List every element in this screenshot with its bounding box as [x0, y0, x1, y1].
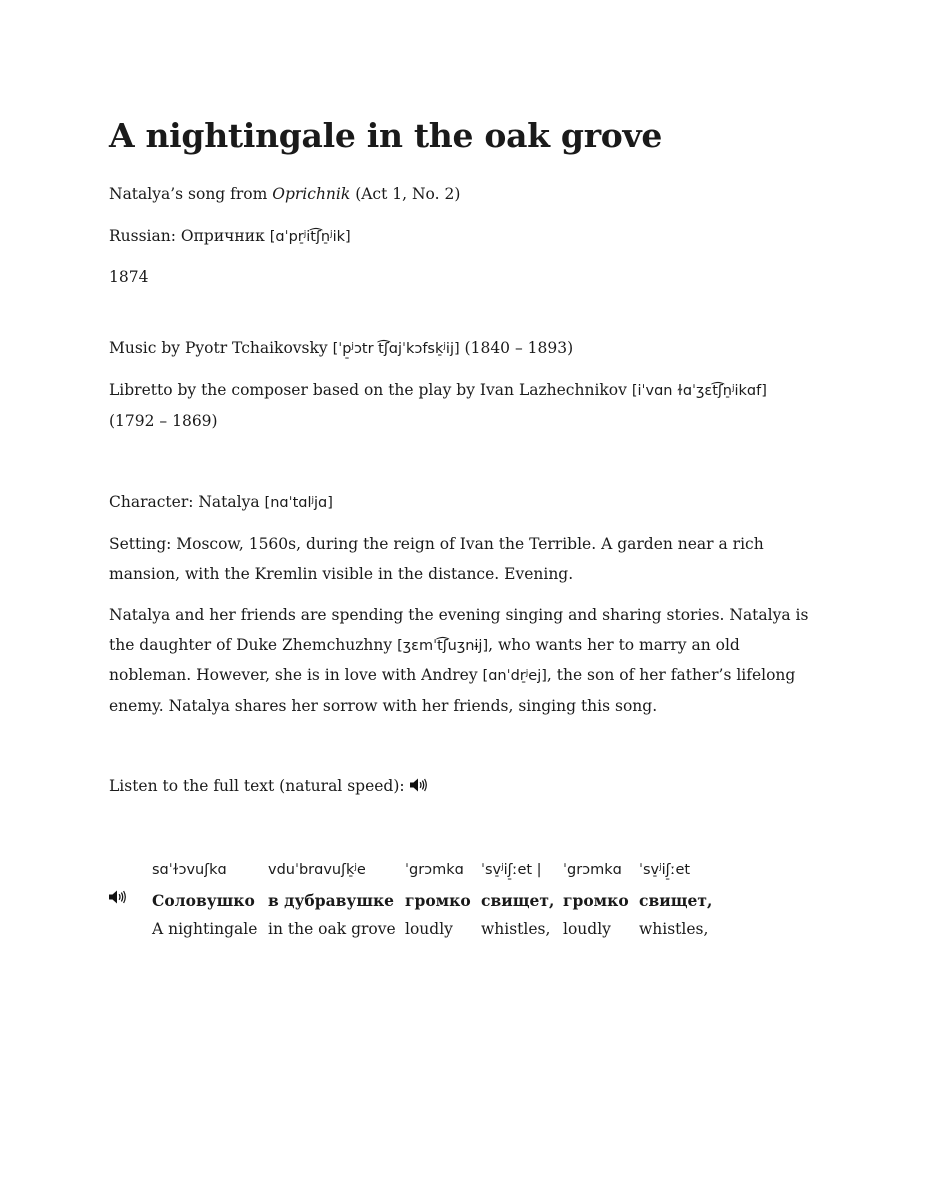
- word-russian: в дубравушке: [268, 890, 395, 910]
- word-column: [405, 856, 481, 945]
- libretto-credit: [109, 376, 814, 436]
- word-russian: свищет,: [481, 890, 555, 910]
- subtitle-prefix: Natalya’s song from: [109, 185, 273, 203]
- synopsis-text-1: Natalya and her friends are spending the evening singing and sharing stories. Natalya is the daughter of Duke Zhemchuzhny: [109, 606, 809, 654]
- word-ipa: ˈsv̠ʲiʃ̠ːet: [639, 862, 691, 878]
- speaker-icon[interactable]: [109, 890, 127, 904]
- setting: Setting: Moscow, 1560s, during the reign of Ivan the Terrible. A garden near a rich mansion, with the Kremlin visible in the distance. Evening.: [109, 535, 764, 583]
- character-ipa: [nɑˈtɑlʲjɑ]: [264, 495, 333, 511]
- listen-full-text: [109, 772, 428, 802]
- word-russian: Соловушко: [152, 890, 255, 910]
- word-translation: loudly: [405, 920, 453, 938]
- year: 1874: [109, 268, 149, 286]
- synopsis-text-3: , the son of her father’s lifelong enemy. Natalya shares her sorrow with her friends, singing this song.: [109, 666, 796, 715]
- libretto-credit-prefix: Libretto by the composer based on the play by Ivan Lazhechnikov: [109, 381, 632, 399]
- russian-title: [109, 222, 351, 253]
- russian-title-label: Russian: Опричник: [109, 227, 270, 245]
- word-translation: in the oak grove: [268, 920, 396, 938]
- word-translation: whistles,: [481, 920, 551, 938]
- word-ipa: vduˈbrɑvuʃk̠ʲe: [268, 862, 366, 878]
- word-translation: loudly: [563, 920, 611, 938]
- synopsis: [109, 601, 814, 721]
- word-column: [563, 856, 639, 945]
- character-prefix: Character: Natalya: [109, 493, 265, 511]
- page-title: A nightingale in the oak grove: [109, 116, 663, 155]
- word-ipa: ˈgrɔmkɑ: [563, 862, 622, 878]
- word-column: [639, 856, 721, 945]
- music-credit-prefix: Music by Pyotr Tchaikovsky: [109, 339, 333, 357]
- librettist-dates: (1792 – 1869): [109, 411, 218, 430]
- character: [109, 488, 333, 519]
- music-credit: [109, 334, 573, 365]
- zhemchuzhny-ipa: [ʒɛmˈt͡ʃuʒnɨj]: [397, 637, 489, 654]
- listen-label: Listen to the full text (natural speed):: [109, 777, 410, 795]
- interlinear-words: [152, 856, 721, 945]
- word-russian: громко: [563, 890, 629, 910]
- russian-title-ipa: [ɑˈpr̠ʲit͡ʃn̠ʲik]: [269, 229, 351, 245]
- word-translation: whistles,: [639, 920, 709, 938]
- word-translation: A nightingale: [152, 920, 258, 938]
- subtitle-suffix: (Act 1, No. 2): [350, 185, 461, 203]
- composer-dates: (1840 – 1893): [459, 339, 574, 357]
- word-russian: свищет,: [639, 890, 713, 910]
- andrey-ipa: [ɑnˈdr̠ʲej]: [482, 668, 547, 684]
- speaker-icon[interactable]: [410, 778, 428, 792]
- composer-ipa: [ˈp̠ʲɔtr t͡ʃɑjˈkɔfsk̠ʲij]: [332, 341, 460, 357]
- word-russian: громко: [405, 890, 471, 910]
- word-ipa: sɑˈɫɔvuʃkɑ: [152, 862, 227, 878]
- word-ipa: ˈsv̠ʲiʃ̠ːet |: [481, 862, 542, 878]
- synopsis-text-2: , who wants her to marry an old nobleman. However, she is in love with Andrey: [109, 635, 740, 684]
- word-column: [152, 856, 268, 945]
- word-column: [481, 856, 563, 945]
- librettist-ipa: [iˈvɑn ɫɑˈʒɛt͡ʃn̠ʲikɑf]: [631, 383, 767, 399]
- word-column: [268, 856, 405, 945]
- word-ipa: ˈgrɔmkɑ: [405, 862, 464, 878]
- subtitle: [109, 180, 460, 210]
- opera-title: Oprichnik: [272, 185, 351, 203]
